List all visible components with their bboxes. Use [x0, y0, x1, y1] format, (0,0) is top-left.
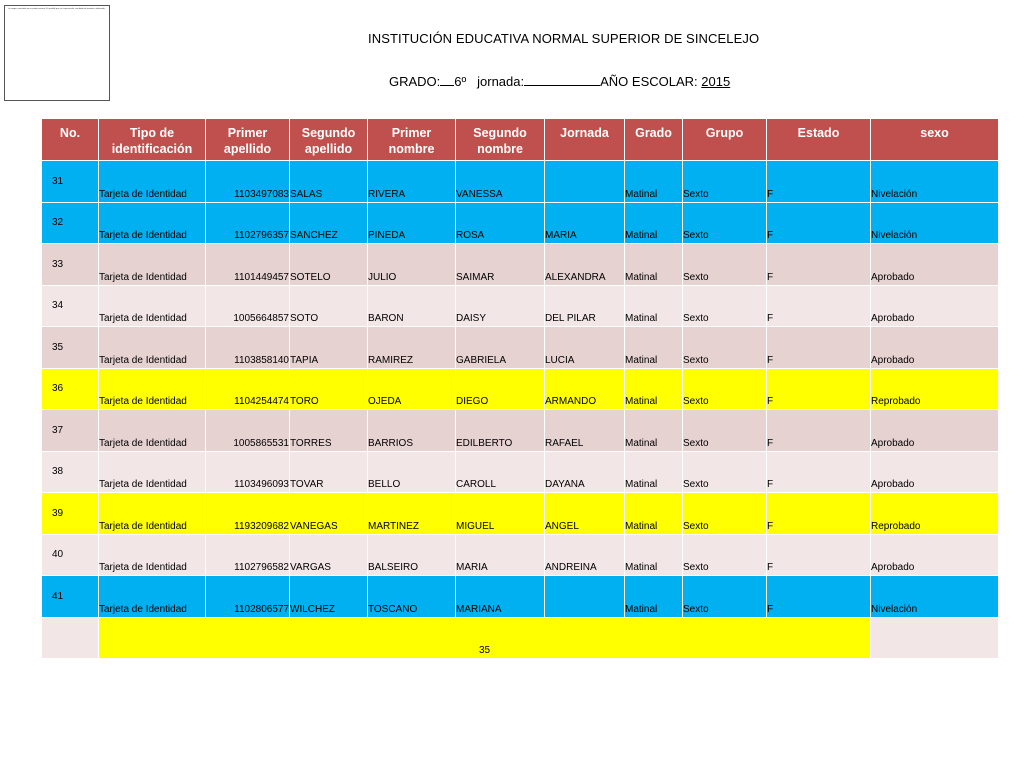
cell-first-name[interactable]: DIEGO [456, 368, 545, 410]
cell-shift[interactable]: Matinal [625, 368, 683, 410]
table-header-row [42, 119, 999, 161]
cell-id-type[interactable]: Tarjeta de Identidad [99, 493, 206, 535]
cell-status[interactable]: Aprobado [871, 451, 999, 493]
cell-second-surname[interactable]: BALSEIRO [368, 534, 456, 576]
cell-sex[interactable]: F [767, 451, 871, 493]
cell-second-name[interactable]: DAYANA [545, 451, 625, 493]
cell-sex[interactable]: F [767, 493, 871, 535]
cell-sex[interactable]: F [767, 285, 871, 327]
cell-first-surname[interactable]: TAPIA [290, 327, 368, 369]
cell-status[interactable]: Aprobado [871, 410, 999, 452]
cell-status[interactable]: Reprobado [871, 368, 999, 410]
table-row [42, 244, 999, 286]
cell-id-number[interactable]: 1005865531 [206, 410, 290, 452]
cell-id-type[interactable]: Tarjeta de Identidad [99, 285, 206, 327]
cell-second-name[interactable]: MARIA [545, 202, 625, 244]
cell-first-surname[interactable]: WILCHEZ [290, 576, 368, 618]
cell-shift[interactable]: Matinal [625, 576, 683, 618]
column-header-shift[interactable]: Jornada [545, 119, 625, 161]
cell-first-surname[interactable]: SALAS [290, 161, 368, 203]
cell-id-number[interactable]: 1103497083 [206, 161, 290, 203]
grade-line [389, 74, 730, 89]
cell-no[interactable]: 36 [42, 368, 99, 410]
cell-id-number[interactable]: 1103858140 [206, 327, 290, 369]
column-header-second-surname[interactable]: Segundo apellido [290, 119, 368, 161]
cell-second-name[interactable] [545, 161, 625, 203]
column-header-first-name[interactable]: Primer nombre [368, 119, 456, 161]
cell-id-number[interactable]: 1005664857 [206, 285, 290, 327]
cell-no[interactable]: 40 [42, 534, 99, 576]
cell-grade[interactable]: Sexto [683, 451, 767, 493]
cell-first-surname[interactable]: VARGAS [290, 534, 368, 576]
cell-shift[interactable]: Matinal [625, 285, 683, 327]
cell-sex[interactable]: F [767, 327, 871, 369]
cell-id-number[interactable]: 1103496093 [206, 451, 290, 493]
cell-shift[interactable]: Matinal [625, 244, 683, 286]
cell-second-name[interactable]: DEL PILAR [545, 285, 625, 327]
cell-no[interactable]: 39 [42, 493, 99, 535]
table-row [42, 410, 999, 452]
cell-status[interactable]: Aprobado [871, 327, 999, 369]
cell-id-type[interactable]: Tarjeta de Identidad [99, 534, 206, 576]
cell-grade[interactable]: Sexto [683, 534, 767, 576]
column-header-grade[interactable]: Grado [625, 119, 683, 161]
cell-shift[interactable]: Matinal [625, 534, 683, 576]
cell-id-number[interactable]: 1104254474 [206, 368, 290, 410]
cell-first-surname[interactable]: SANCHEZ [290, 202, 368, 244]
cell-second-name[interactable]: LUCIA [545, 327, 625, 369]
table-row [42, 493, 999, 535]
cell-id-type[interactable]: Tarjeta de Identidad [99, 410, 206, 452]
cell-no[interactable]: 37 [42, 410, 99, 452]
cell-second-surname[interactable]: JULIO [368, 244, 456, 286]
cell-second-name[interactable]: RAFAEL [545, 410, 625, 452]
cell-grade[interactable]: Sexto [683, 410, 767, 452]
cell-sex[interactable]: F [767, 410, 871, 452]
cell-first-surname[interactable]: TORRES [290, 410, 368, 452]
cell-second-name[interactable]: ANGEL [545, 493, 625, 535]
cell-id-type[interactable]: Tarjeta de Identidad [99, 368, 206, 410]
table-row [42, 161, 999, 203]
table-row [42, 576, 999, 618]
cell-second-surname[interactable]: TOSCANO [368, 576, 456, 618]
cell-no[interactable]: 41 [42, 576, 99, 618]
cell-second-name[interactable] [545, 576, 625, 618]
cell-second-surname[interactable]: BELLO [368, 451, 456, 493]
cell-id-type[interactable]: Tarjeta de Identidad [99, 161, 206, 203]
total-row [42, 617, 999, 659]
total-empty-cell[interactable] [42, 617, 99, 659]
column-header-no[interactable]: No. [42, 119, 99, 161]
cell-grade[interactable]: Sexto [683, 202, 767, 244]
cell-id-type[interactable]: Tarjeta de Identidad [99, 576, 206, 618]
cell-second-surname[interactable]: MARTINEZ [368, 493, 456, 535]
cell-grade[interactable]: Sexto [683, 244, 767, 286]
cell-first-name[interactable]: MIGUEL [456, 493, 545, 535]
cell-id-type[interactable]: Tarjeta de Identidad [99, 244, 206, 286]
total-count-cell[interactable]: 35 [99, 617, 871, 659]
table-row [42, 368, 999, 410]
column-header-second-name[interactable]: Segundo nombre [456, 119, 545, 161]
grade-label: GRADO: [389, 74, 441, 89]
cell-first-name[interactable]: MARIANA [456, 576, 545, 618]
cell-first-surname[interactable]: TORO [290, 368, 368, 410]
cell-shift[interactable]: Matinal [625, 161, 683, 203]
cell-no[interactable]: 31 [42, 161, 99, 203]
cell-first-surname[interactable]: SOTO [290, 285, 368, 327]
cell-shift[interactable]: Matinal [625, 410, 683, 452]
cell-second-surname[interactable]: RAMIREZ [368, 327, 456, 369]
column-header-status[interactable]: Estado [767, 119, 871, 161]
table-row [42, 451, 999, 493]
cell-id-number[interactable]: 1102806577 [206, 576, 290, 618]
cell-sex[interactable]: F [767, 534, 871, 576]
cell-id-type[interactable]: Tarjeta de Identidad [99, 451, 206, 493]
shift-blank [524, 74, 600, 86]
table-row [42, 327, 999, 369]
cell-grade[interactable]: Sexto [683, 161, 767, 203]
cell-id-type[interactable]: Tarjeta de Identidad [99, 202, 206, 244]
student-table [41, 118, 999, 659]
cell-shift[interactable]: Matinal [625, 493, 683, 535]
institution-title: INSTITUCIÓN EDUCATIVA NORMAL SUPERIOR DE SINCELEJO [368, 31, 760, 46]
cell-no[interactable]: 32 [42, 202, 99, 244]
cell-first-name[interactable]: SAIMAR [456, 244, 545, 286]
cell-first-surname[interactable]: TOVAR [290, 451, 368, 493]
broken-logo-image [4, 5, 110, 101]
year-value: 2015 [701, 74, 731, 89]
cell-shift[interactable]: Matinal [625, 327, 683, 369]
cell-status[interactable]: Nivelación [871, 576, 999, 618]
cell-id-number[interactable]: 1193209682 [206, 493, 290, 535]
cell-first-name[interactable]: EDILBERTO [456, 410, 545, 452]
column-header-group[interactable]: Grupo [683, 119, 767, 161]
cell-second-name[interactable]: ALEXANDRA [545, 244, 625, 286]
cell-status[interactable]: Nivelación [871, 202, 999, 244]
cell-sex[interactable]: F [767, 576, 871, 618]
grade-blank [440, 74, 454, 86]
cell-grade[interactable]: Sexto [683, 327, 767, 369]
cell-sex[interactable]: F [767, 161, 871, 203]
cell-grade[interactable]: Sexto [683, 285, 767, 327]
cell-status[interactable]: Nivelación [871, 161, 999, 203]
table-row [42, 534, 999, 576]
cell-id-number[interactable]: 1102796582 [206, 534, 290, 576]
cell-no[interactable]: 35 [42, 327, 99, 369]
cell-grade[interactable]: Sexto [683, 576, 767, 618]
year-label: AÑO ESCOLAR: [600, 74, 698, 89]
cell-no[interactable]: 33 [42, 244, 99, 286]
cell-first-name[interactable]: GABRIELA [456, 327, 545, 369]
table-body [42, 161, 999, 659]
cell-first-name[interactable]: VANESSA [456, 161, 545, 203]
cell-second-surname[interactable]: OJEDA [368, 368, 456, 410]
cell-status[interactable]: Aprobado [871, 244, 999, 286]
broken-image-caption: La imagen vinculada no se puede mostrar. Es posible que se haya movido, cambiado de nombre o eliminado. [8, 8, 106, 10]
cell-status[interactable]: Aprobado [871, 534, 999, 576]
cell-second-name[interactable]: ANDREINA [545, 534, 625, 576]
cell-second-surname[interactable]: RIVERA [368, 161, 456, 203]
cell-status[interactable]: Reprobado [871, 493, 999, 535]
cell-shift[interactable]: Matinal [625, 451, 683, 493]
cell-first-name[interactable]: ROSA [456, 202, 545, 244]
cell-first-name[interactable]: DAISY [456, 285, 545, 327]
cell-no[interactable]: 38 [42, 451, 99, 493]
grade-value: 6º [454, 74, 467, 89]
cell-id-type[interactable]: Tarjeta de Identidad [99, 327, 206, 369]
cell-first-surname[interactable]: VANEGAS [290, 493, 368, 535]
table-row [42, 202, 999, 244]
cell-first-name[interactable]: MARIA [456, 534, 545, 576]
cell-second-surname[interactable]: BARON [368, 285, 456, 327]
cell-sex[interactable]: F [767, 202, 871, 244]
cell-id-number[interactable]: 1101449457 [206, 244, 290, 286]
cell-no[interactable]: 34 [42, 285, 99, 327]
cell-status[interactable]: Aprobado [871, 285, 999, 327]
cell-grade[interactable]: Sexto [683, 368, 767, 410]
cell-first-surname[interactable]: SOTELO [290, 244, 368, 286]
cell-second-surname[interactable]: PINEDA [368, 202, 456, 244]
total-empty-cell[interactable] [871, 617, 999, 659]
cell-sex[interactable]: F [767, 368, 871, 410]
column-header-sex[interactable]: sexo [871, 119, 999, 161]
cell-first-name[interactable]: CAROLL [456, 451, 545, 493]
column-header-id-type[interactable]: Tipo de identificación [99, 119, 206, 161]
cell-grade[interactable]: Sexto [683, 493, 767, 535]
column-header-first-surname[interactable]: Primer apellido [206, 119, 290, 161]
shift-label: jornada: [477, 74, 525, 89]
cell-sex[interactable]: F [767, 244, 871, 286]
cell-shift[interactable]: Matinal [625, 202, 683, 244]
cell-id-number[interactable]: 1102796357 [206, 202, 290, 244]
table-row [42, 285, 999, 327]
cell-second-name[interactable]: ARMANDO [545, 368, 625, 410]
cell-second-surname[interactable]: BARRIOS [368, 410, 456, 452]
